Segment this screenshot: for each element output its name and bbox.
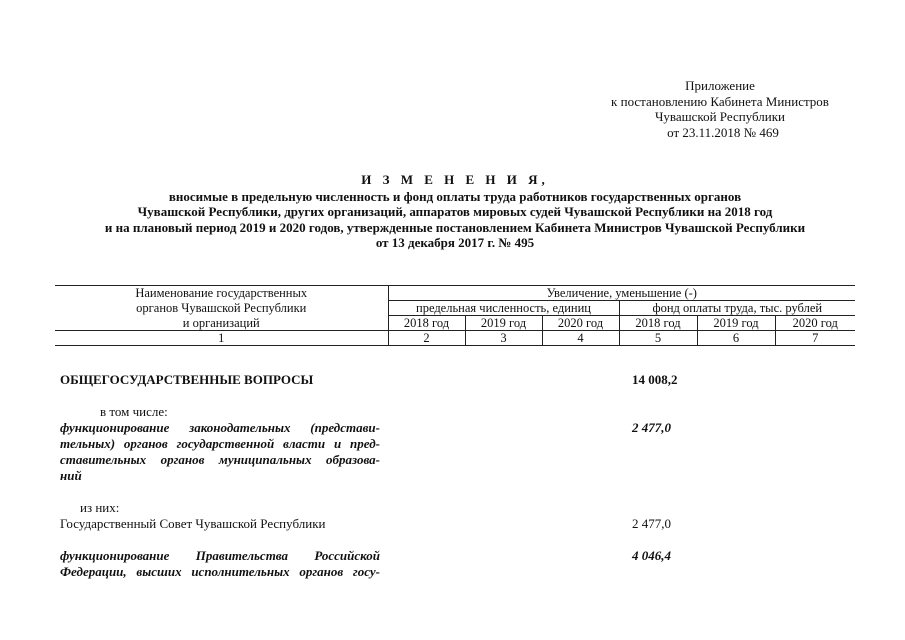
item-legislative-line: тельных) органов государственной власти и пред- bbox=[60, 436, 380, 451]
name-header-line-1: Наименование государственных bbox=[55, 286, 388, 301]
item-government-amount: 4 046,4 bbox=[632, 548, 671, 563]
state-council-amount: 2 477,0 bbox=[632, 516, 671, 531]
appendix-line-2: к постановлению Кабинета Министров bbox=[611, 93, 829, 109]
section-amount: 14 008,2 bbox=[632, 372, 678, 387]
title-line-1: вносимые в предельную численность и фонд оплаты труда работников государственных органов bbox=[168, 188, 742, 204]
change-header: Увеличение, уменьшение (-) bbox=[388, 286, 855, 301]
column-number: 7 bbox=[775, 331, 855, 346]
appendix-line-4: от 23.11.2018 № 469 bbox=[667, 124, 779, 140]
name-header-line-3: и организаций bbox=[55, 316, 388, 331]
column-number: 4 bbox=[542, 331, 619, 346]
year-header: 2020 год bbox=[542, 316, 619, 331]
year-header: 2018 год bbox=[388, 316, 465, 331]
state-council-name: Государственный Совет Чувашской Республики bbox=[60, 516, 326, 531]
name-header-line-2: органов Чувашской Республики bbox=[55, 301, 388, 316]
year-header: 2019 год bbox=[697, 316, 775, 331]
changes-table-header bbox=[55, 285, 855, 346]
item-government bbox=[60, 548, 380, 580]
year-header: 2019 год bbox=[465, 316, 542, 331]
document-title bbox=[40, 172, 870, 251]
appendix-header bbox=[560, 78, 880, 140]
headcount-header: предельная численность, единиц bbox=[388, 301, 619, 316]
item-legislative bbox=[60, 420, 380, 484]
title-line-2: Чувашской Республики, других организаций, аппаратов мировых судей Чувашской Республики на 2018 год bbox=[137, 204, 773, 219]
item-government-line: Федерации, высших исполнительных органов госу- bbox=[60, 564, 380, 579]
of-them-label: из них: bbox=[80, 500, 120, 515]
appendix-line-3: Чувашской Республики bbox=[654, 109, 786, 124]
fund-header: фонд оплаты труда, тыс. рублей bbox=[619, 301, 855, 316]
appendix-line-1: Приложение bbox=[685, 78, 755, 93]
item-government-line: функционирование Правительства Российской bbox=[60, 548, 380, 563]
item-legislative-line: ставительных органов муниципальных образова- bbox=[60, 452, 380, 467]
section-title: ОБЩЕГОСУДАРСТВЕННЫЕ ВОПРОСЫ bbox=[60, 372, 314, 387]
year-header: 2018 год bbox=[619, 316, 697, 331]
column-number: 2 bbox=[388, 331, 465, 346]
item-legislative-line: ний bbox=[60, 468, 82, 483]
column-number: 6 bbox=[697, 331, 775, 346]
column-number: 1 bbox=[55, 331, 388, 346]
year-header: 2020 год bbox=[775, 316, 855, 331]
title-line-4: от 13 декабря 2017 г. № 495 bbox=[375, 235, 535, 250]
column-number: 3 bbox=[465, 331, 542, 346]
item-legislative-line: функционирование законодательных (представи- bbox=[60, 420, 380, 435]
column-number: 5 bbox=[619, 331, 697, 346]
including-label: в том числе: bbox=[100, 404, 168, 419]
item-legislative-amount: 2 477,0 bbox=[632, 420, 671, 435]
title-heading: И З М Е Н Е Н И Я, bbox=[361, 172, 549, 187]
title-line-3: и на плановый период 2019 и 2020 годов, утвержденные постановлением Кабинета Министров Чувашской Республики bbox=[104, 219, 806, 235]
